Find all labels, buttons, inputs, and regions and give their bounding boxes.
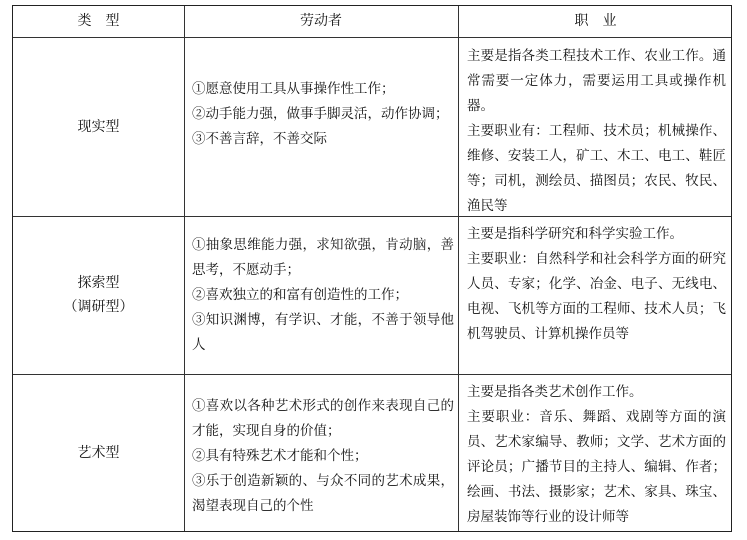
row-2-worker-cell (192, 233, 454, 358)
row-3-job-para-2: 主要职业：音乐、舞蹈、戏剧等方面的演员、艺术家编导、教师；文学、艺术方面的评论员；广播节目的主持人、编辑、作者；绘画、书法、摄影家；艺术、家具、珠宝、房屋装饰等行业的设计师等 (467, 409, 726, 525)
row-2-worker-line-1: ①抽象思维能力强，求知欲强，肯动脑，善思考，不愿动手； (192, 237, 454, 278)
row-2-job-cell (467, 222, 726, 347)
row-2-job-para-1: 主要是指科学研究和科学实验工作。 (467, 226, 683, 242)
row-2-job-para-2: 主要职业：自然科学和社会科学方面的研究人员、专家；化学、冶金、电子、无线电、电视、飞机等方面的工程师、技术人员；飞机驾驶员、计算机操作员等 (467, 251, 726, 342)
header-job: 职 业 (574, 13, 617, 29)
row-1-worker-line-2: ②动手能力强，做事手脚灵活，动作协调； (192, 106, 449, 122)
row-3-worker-line-3: ③乐于创造新颖的、与众不同的艺术成果，渴望表现自己的个性 (192, 473, 454, 514)
row-3-type: 艺术型 (77, 445, 120, 461)
row-2-type-sub: （调研型） (63, 299, 134, 315)
row-2-type-cell (13, 216, 184, 374)
row-1-type-cell (13, 37, 184, 216)
row-3-worker-cell (192, 394, 454, 519)
row-1-job-para-1: 主要是指各类工程技术工作、农业工作。通常需要一定体力，需要运用工具或操作机器。 (467, 48, 726, 114)
row-2-worker-line-3: ③知识渊博，有学识、才能，不善于领导他人 (192, 312, 454, 353)
row-3-job-para-1: 主要是指各类艺术创作工作。 (467, 384, 643, 400)
row-1-job-cell (467, 44, 726, 219)
column-divider-1 (184, 6, 185, 531)
header-worker: 劳动者 (300, 13, 342, 29)
career-type-table (12, 5, 732, 532)
row-3-type-cell (13, 374, 184, 532)
row-2-type: 探索型 (77, 275, 120, 291)
row-1-worker-line-3: ③不善言辞，不善交际 (192, 131, 327, 147)
row-3-worker-line-1: ①喜欢以各种艺术形式的创作来表现自己的才能，实现自身的价值； (192, 398, 454, 439)
row-3-job-cell (467, 380, 726, 530)
row-1-type: 现实型 (77, 118, 120, 135)
row-1-worker-cell (192, 77, 454, 152)
column-divider-2 (458, 6, 459, 531)
row-1-job-para-2: 主要职业有：工程师、技术员；机械操作、维修、安装工人，矿工、木工、电工、鞋匠等；司机，测绘员、描图员；农民、牧民、渔民等 (467, 123, 726, 214)
row-1-worker-line-1: ①愿意使用工具从事操作性工作； (192, 81, 395, 97)
header-type: 类 型 (77, 13, 120, 29)
row-2-worker-line-2: ②喜欢独立的和富有创造性的工作； (192, 287, 408, 303)
row-3-worker-line-2: ②具有特殊艺术才能和个性； (192, 448, 368, 464)
